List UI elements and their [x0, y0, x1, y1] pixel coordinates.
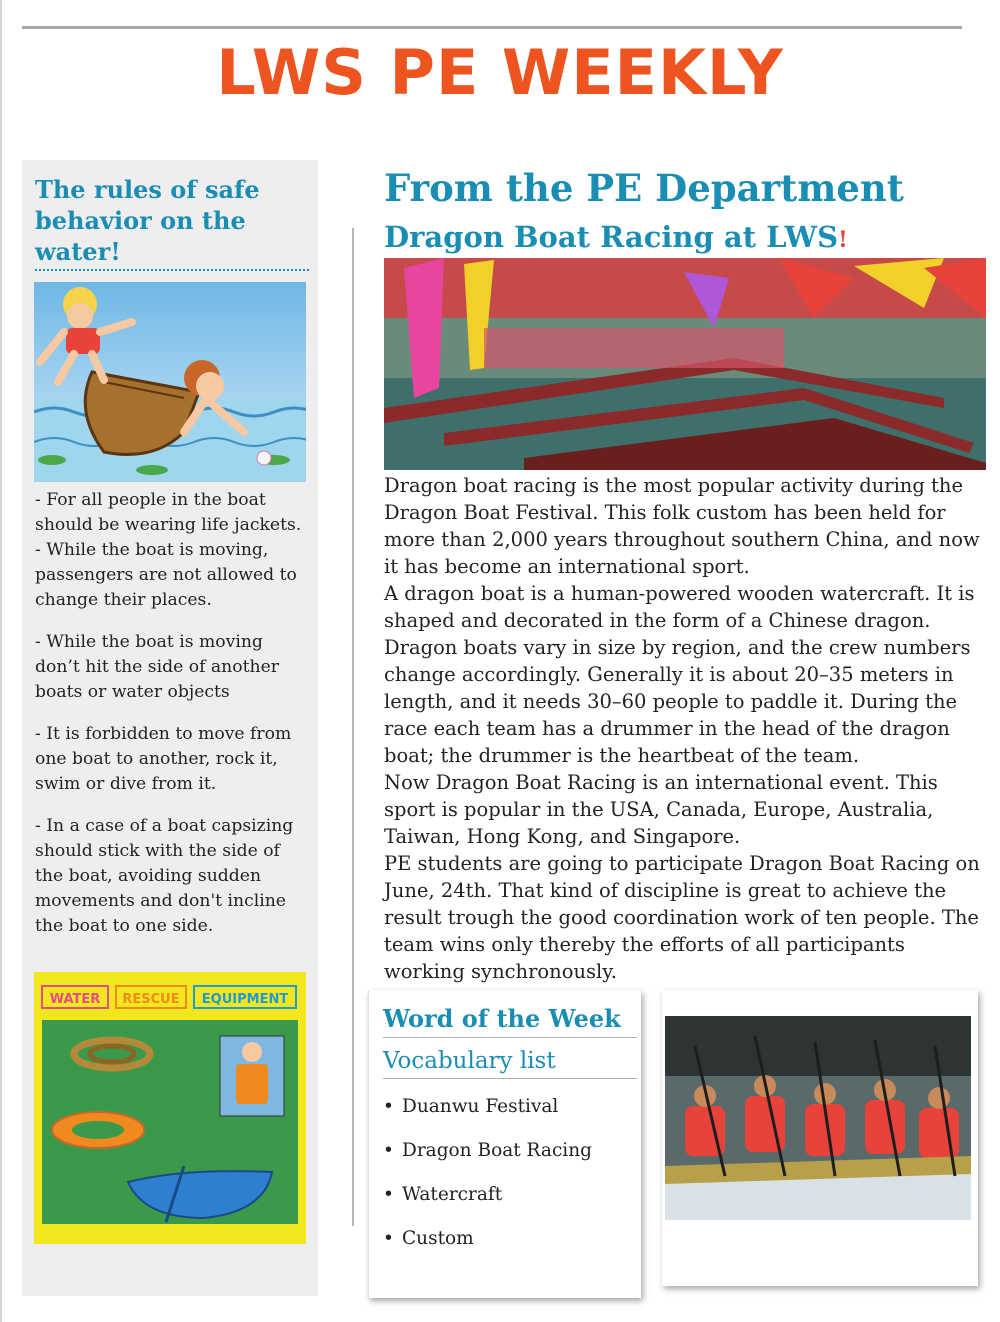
- article-body: [384, 472, 984, 985]
- girl-face: [67, 303, 93, 329]
- paddlers-photo-card: [662, 990, 978, 1286]
- vocabulary-word: Custom: [402, 1228, 474, 1249]
- word-of-the-week-card: [368, 990, 641, 1298]
- banner-word-equipment: EQUIPMENT: [201, 992, 289, 1007]
- vocabulary-item: [383, 1096, 592, 1140]
- lily-pad: [136, 465, 168, 475]
- lily-pad: [38, 455, 66, 465]
- rule-1: - For all people in the boat should be wearing life jackets.: [35, 490, 302, 535]
- sidebar: [22, 160, 318, 1296]
- water-rescue-equipment-poster: [34, 972, 306, 1244]
- top-rule: [22, 26, 962, 29]
- bullet-icon: •: [383, 1096, 394, 1117]
- person-face: [242, 1042, 262, 1062]
- department-heading: From the PE Department: [384, 166, 904, 210]
- article-title-mark: !: [838, 227, 848, 253]
- rule-5: - In a case of a boat capsizing should stick with the side of the boat, avoiding sudden movements and don't incline the boat to one side.: [35, 816, 294, 936]
- banner-word-rescue: RESCUE: [122, 992, 180, 1007]
- sidebar-title: The rules of safe behavior on the water!: [35, 174, 309, 271]
- article-paragraph-4: PE students are going to participate Dragon Boat Racing on June, 24th. That kind of discipline is great to achieve the result trough the good coordination work of ten people. The team wins only thereby the efforts of all participants working synchronously.: [384, 852, 980, 983]
- vocabulary-list: [383, 1096, 592, 1272]
- dragon-boat-race-photo: [384, 258, 986, 470]
- girl-swimsuit: [66, 328, 100, 354]
- life-jacket: [236, 1064, 268, 1104]
- safety-rules: [35, 488, 311, 956]
- vocabulary-item: [383, 1140, 592, 1184]
- capsizing-boat-illustration: [34, 282, 306, 482]
- rule-4: - It is forbidden to move from one boat to another, rock it, swim or dive from it.: [35, 724, 292, 794]
- vocabulary-item: [383, 1184, 592, 1228]
- article-paragraph-2: A dragon boat is a human-powered wooden watercraft. It is shaped and decorated in the form of a Chinese dragon. Dragon boats vary in size by region, and the crew numbers change accordingly. Generally it is about 20–35 meters in length, and it needs 30–60 people to paddle it. During the race each team has a drummer in the head of the dragon boat; the drummer is the heartbeat of the team.: [384, 582, 975, 767]
- bullet-icon: •: [383, 1184, 394, 1205]
- banner-word-water: WATER: [49, 992, 101, 1007]
- vocabulary-word: Duanwu Festival: [402, 1096, 559, 1117]
- vocabulary-item: [383, 1228, 592, 1272]
- girl2-face: [196, 372, 224, 400]
- masthead-title: LWS PE WEEKLY: [216, 36, 784, 109]
- word-of-the-week-title: Word of the Week: [383, 1004, 637, 1038]
- article-title: [384, 220, 848, 254]
- vocabulary-list-title: Vocabulary list: [383, 1048, 637, 1079]
- water-lily: [257, 451, 271, 465]
- vocabulary-word: Dragon Boat Racing: [402, 1140, 592, 1161]
- article-paragraph-1: Dragon boat racing is the most popular activity during the Dragon Boat Festival. This folk custom has been held for more than 2,000 years throughout southern China, and now it has become an international sport.: [384, 474, 980, 578]
- column-divider: [352, 228, 354, 1226]
- bullet-icon: •: [383, 1140, 394, 1161]
- article-title-text: Dragon Boat Racing at LWS: [384, 220, 839, 254]
- bullet-icon: •: [383, 1228, 394, 1249]
- rule-2: - While the boat is moving, passengers are not allowed to change their places.: [35, 540, 297, 610]
- rule-3: - While the boat is moving don’t hit the side of another boats or water objects: [35, 632, 279, 702]
- paddlers-photo: [665, 1016, 971, 1220]
- vocabulary-word: Watercraft: [402, 1184, 503, 1205]
- page-edge: [0, 0, 2, 1322]
- article-paragraph-3: Now Dragon Boat Racing is an international event. This sport is popular in the USA, Canada, Europe, Australia, Taiwan, Hong Kong, and Singapore.: [384, 771, 938, 848]
